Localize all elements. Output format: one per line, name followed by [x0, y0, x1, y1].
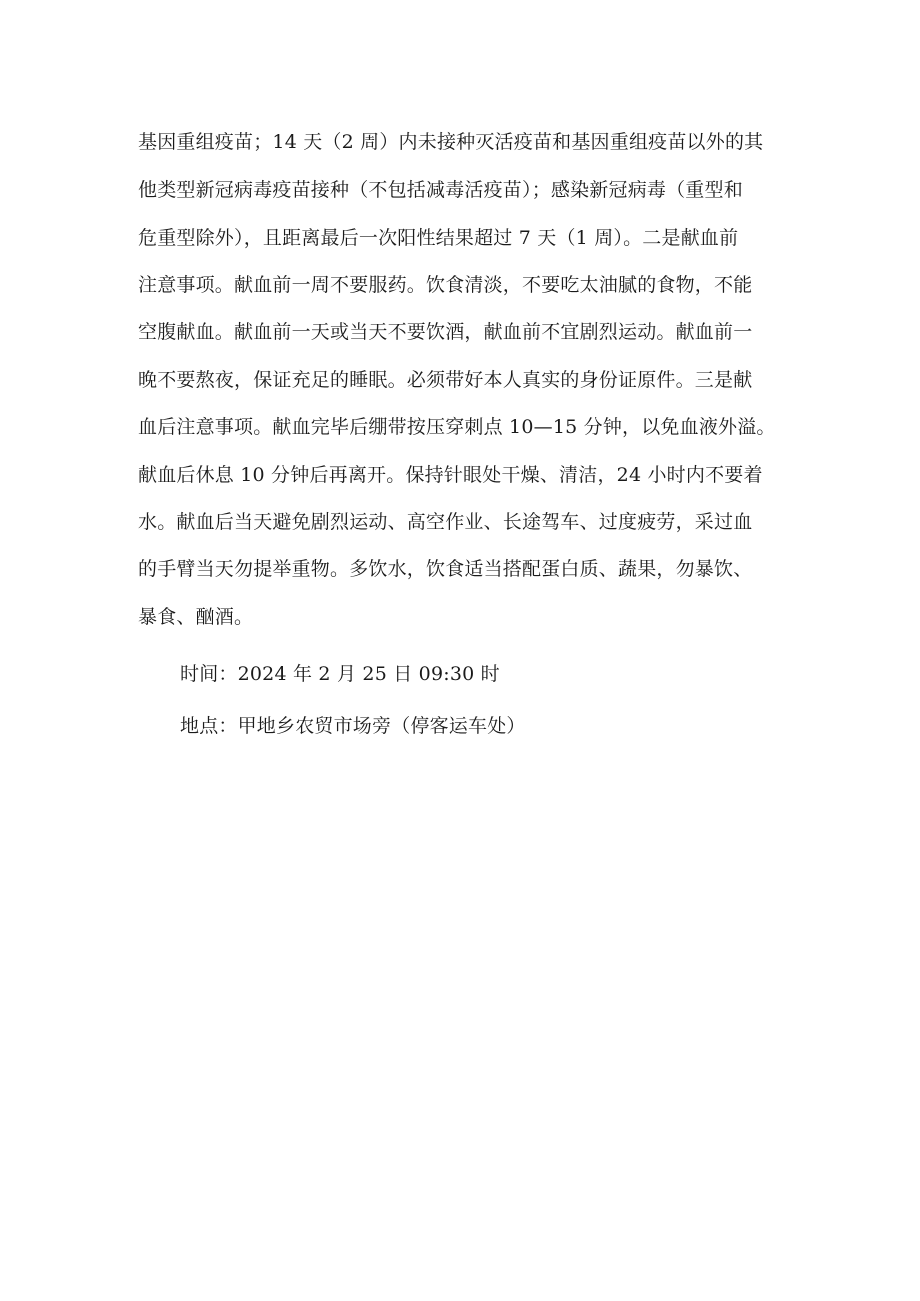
- paragraph-line-3: 危重型除外），且距离最后一次阳性结果超过 7 天（1 周）。二是献血前: [138, 227, 739, 249]
- paragraph-line-4: 注意事项。献血前一周不要服药。饮食清淡，不要吃太油腻的食物，不能: [138, 274, 753, 296]
- event-location: 地点：甲地乡农贸市场旁（停客运车处）: [180, 715, 526, 737]
- paragraph-line-1: 基因重组疫苗；14 天（2 周）内未接种灭活疫苗和基因重组疫苗以外的其: [138, 131, 764, 153]
- paragraph-line-11: 暴食、酗酒。: [138, 606, 254, 628]
- paragraph-line-5: 空腹献血。献血前一天或当天不要饮酒，献血前不宜剧烈运动。献血前一: [138, 321, 753, 343]
- event-time: 时间：2024 年 2 月 25 日 09:30 时: [180, 663, 500, 685]
- paragraph-line-6: 晚不要熬夜，保证充足的睡眠。必须带好本人真实的身份证原件。三是献: [138, 369, 753, 391]
- paragraph-line-8: 献血后休息 10 分钟后再离开。保持针眼处干燥、清洁，24 小时内不要着: [138, 464, 763, 486]
- paragraph-line-10: 的手臂当天勿提举重物。多饮水，饮食适当搭配蛋白质、蔬果，勿暴饮、: [138, 558, 753, 580]
- paragraph-line-2: 他类型新冠病毒疫苗接种（不包括减毒活疫苗）；感染新冠病毒（重型和: [138, 179, 743, 201]
- paragraph-line-7: 血后注意事项。献血完毕后绷带按压穿刺点 10—15 分钟，以免血液外溢。: [138, 416, 776, 438]
- paragraph-line-9: 水。献血后当天避免剧烈运动、高空作业、长途驾车、过度疲劳，采过血: [138, 511, 753, 533]
